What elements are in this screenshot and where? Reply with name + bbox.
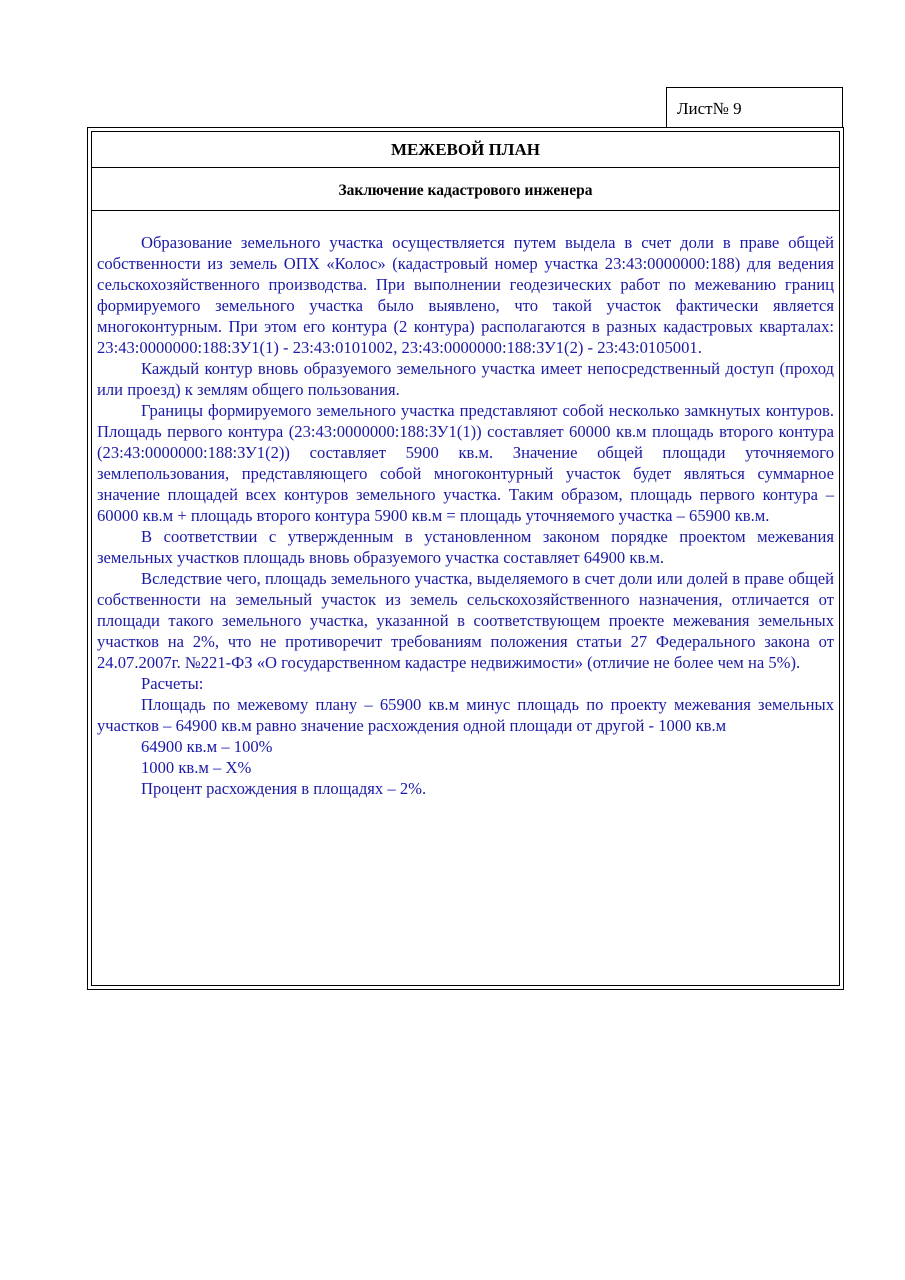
calculation-line-3: Процент расхождения в площадях – 2%. bbox=[141, 779, 427, 798]
document-inner-frame bbox=[91, 131, 840, 986]
paragraph-contours: Границы формируемого земельного участка представляют собой несколько замкнутых контуров. Площадь первого контура (23:43:0000000:188:ЗУ1(1)) составляет 60000 кв.м площадь второго контура (23:43:0000000:188:ЗУ1(2)) составляет 5900 кв.м. Значение общей площади уточняемого землепользования, представляющего собой многоконтурный участок будет являться суммарное значение площадей всех контуров земельного участка. Таким образом, площадь первого контура – 60000 кв.м + площадь второго контура 5900 кв.м = площадь уточняемого участка – 65900 кв.м. bbox=[97, 401, 834, 525]
calculation-line-1: 64900 кв.м – 100% bbox=[141, 737, 273, 756]
document-title: МЕЖЕВОЙ ПЛАН bbox=[92, 132, 839, 168]
conclusion-body bbox=[92, 211, 839, 799]
paragraph-access: Каждый контур вновь образуемого земельного участка имеет непосредственный доступ (проход или проезд) к землям общего пользования. bbox=[97, 359, 834, 399]
paragraph-calculation-description: Площадь по межевому плану – 65900 кв.м минус площадь по проекту межевания земельных участков – 64900 кв.м равно значение расхождения одной площади от другой - 1000 кв.м bbox=[97, 695, 834, 735]
calculation-line-2: 1000 кв.м – Х% bbox=[141, 758, 252, 777]
paragraph-difference: Вследствие чего, площадь земельного участка, выделяемого в счет доли или долей в праве общей собственности на земельный участок из земель сельскохозяйственного назначения, отличается от площади такого земельного участка, указанной в соответствующем проекте межевания земельных участков на 2%, что не противоречит требованиям положения статьи 27 Федерального закона от 24.07.2007г. №221-ФЗ «О государственном кадастре недвижимости» (отличие не более чем на 5%). bbox=[97, 569, 834, 672]
paragraph-project-area: В соответствии с утвержденным в установленном законом порядке проектом межевания земельных участков площадь вновь образуемого участка составляет 64900 кв.м. bbox=[97, 527, 834, 567]
sheet-number-label: Лист№ 9 bbox=[666, 87, 843, 128]
section-subtitle: Заключение кадастрового инженера bbox=[92, 168, 839, 211]
paragraph-calculations-heading: Расчеты: bbox=[141, 674, 204, 693]
document-frame bbox=[87, 127, 844, 990]
paragraph-formation: Образование земельного участка осуществляется путем выдела в счет доли в праве общей собственности из земель ОПХ «Колос» (кадастровый номер участка 23:43:0000000:188) для ведения сельскохозяйственного производства. При выполнении геодезических работ по межеванию границ формируемого земельного участка было выявлено, что такой участок фактически является многоконтурным. При этом его контура (2 контура) располагаются в разных кадастровых кварталах: 23:43:0000000:188:ЗУ1(1) - 23:43:0101002, 23:43:0000000:188:ЗУ1(2) - 23:43:0105001. bbox=[97, 233, 834, 357]
